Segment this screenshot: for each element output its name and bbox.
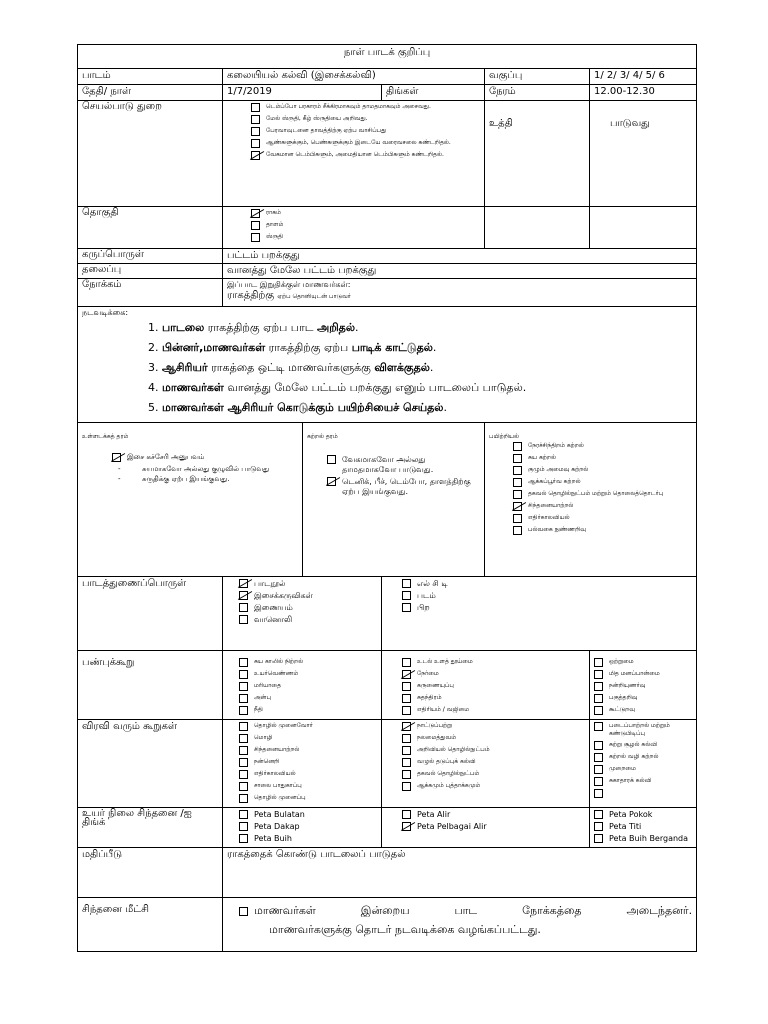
- content-checkbox[interactable]: [112, 453, 121, 462]
- checkbox[interactable]: [594, 789, 603, 798]
- checkbox[interactable]: [239, 770, 248, 779]
- checkbox[interactable]: [402, 603, 411, 612]
- step-text-bold: மாணவர்கள் ஆசிரியர் கொடுக்கும் பயிற்சியைச் செய்தல்: [162, 401, 444, 414]
- checklist-item: [239, 603, 377, 613]
- crosscurr-col2: [402, 722, 585, 791]
- checklist-item: [251, 209, 480, 218]
- checklist-item: [239, 615, 377, 625]
- checked-checkbox[interactable]: [239, 591, 248, 600]
- checklist-item-label: தகவல் தொழில்நுட்பம் மற்றும் தொலைத்தொடர்பு: [528, 490, 664, 497]
- checklist-item: [402, 758, 585, 767]
- content-standard-cell: [78, 423, 303, 577]
- checklist-item-label: மொழி: [254, 734, 273, 741]
- checkbox[interactable]: [402, 694, 411, 703]
- checklist-item: [402, 579, 692, 589]
- checkbox[interactable]: [239, 810, 248, 819]
- checklist-item: [402, 722, 585, 731]
- activity-list: [251, 103, 480, 160]
- reflection-label: சிந்தனை மீட்சி: [78, 898, 223, 952]
- checklist-item-label: சுதந்திரம்: [417, 694, 442, 701]
- checklist-item-label: உடல் உளத் தூய்மை: [417, 658, 473, 665]
- step-text-bold2: விளக்குதல்: [374, 361, 430, 374]
- lesson-plan-table: [77, 44, 697, 952]
- step-item: [162, 341, 692, 356]
- checkbox[interactable]: [513, 454, 522, 463]
- checkbox[interactable]: [239, 746, 248, 755]
- materials-col2: [402, 579, 692, 613]
- date-label: தேதி/ நாள்: [78, 85, 223, 101]
- checkbox[interactable]: [251, 115, 260, 124]
- checklist-item: [594, 822, 692, 832]
- reflection-line1: மாணவர்கள் இன்றைய பாட நோக்கத்தை அடைந்தனர்.: [254, 904, 693, 917]
- checklist-item-label: மித மனப்பான்மை: [609, 670, 660, 677]
- checklist-item: [251, 233, 480, 242]
- lesson-plan-sheet: [77, 44, 696, 952]
- checklist-item: [594, 670, 692, 679]
- checked-checkbox[interactable]: [327, 477, 336, 486]
- materials-col1: [239, 579, 377, 625]
- step-item: [162, 321, 692, 336]
- checklist-item: [594, 722, 692, 738]
- checklist-item: [594, 741, 692, 750]
- checkbox[interactable]: [239, 658, 248, 667]
- checklist-item-label: எதிரியம் / வஜிமை: [417, 706, 470, 713]
- step-text-rest: வானத்து மேலே பட்டம் பறக்குது எனும் பாடலைப் பாடுதல்.: [223, 381, 527, 394]
- step-text-bold: பாடலை: [162, 321, 205, 334]
- checkbox[interactable]: [402, 810, 411, 819]
- checkbox[interactable]: [402, 758, 411, 767]
- checklist-item-label: பிற: [417, 603, 430, 612]
- step-text-end: .: [443, 401, 447, 414]
- crosscurr-col3: [594, 722, 692, 798]
- checklist-item-label: ஆக்கமும் புத்தாக்கமும்: [417, 782, 481, 789]
- checklist-item: [513, 514, 692, 523]
- checkbox[interactable]: [402, 782, 411, 791]
- checklist-item: [239, 758, 377, 767]
- checked-checkbox[interactable]: [402, 722, 411, 731]
- checklist-item-label: சாலை பாதுகாப்பு: [254, 782, 302, 789]
- checklist-item-label: சுய காலில் நிற்றல்: [254, 658, 304, 665]
- checklist-item: [513, 490, 692, 499]
- step-text-rest: ராகத்தை ஒட்டி மாணவர்களுக்கு: [207, 361, 375, 374]
- checklist-item-label: மேல் ஸ்ருதி, கீழ் ஸ்ருதியை அறிவது.: [266, 115, 368, 122]
- checklist-item: [239, 670, 377, 679]
- checklist-item: [239, 782, 377, 791]
- checkbox[interactable]: [594, 822, 603, 831]
- assessment-value: ராகத்தைக் கொண்டு பாடலைப் பாடுதல்: [223, 848, 697, 898]
- checklist-item: [251, 221, 480, 230]
- checklist-item: [402, 670, 585, 679]
- checklist-item-label: எதிர்காலவியல்: [254, 770, 296, 777]
- checkbox[interactable]: [251, 103, 260, 112]
- checkbox[interactable]: [594, 765, 603, 774]
- practice-label: பயிற்றியல்: [489, 433, 519, 440]
- checked-checkbox[interactable]: [402, 822, 411, 831]
- checkbox[interactable]: [402, 746, 411, 755]
- reflection-cell: [223, 898, 697, 952]
- theme-value: பட்டம் பறக்குது: [223, 249, 697, 264]
- checklist-item-label: பகுத்தறிவு: [609, 694, 638, 701]
- subject-value: கலையியல் கல்வி (இசைக்கல்வி): [223, 69, 485, 85]
- learning-standard-cell: [303, 423, 485, 577]
- step-text-bold: பின்னர்,மாணவர்கள்: [162, 341, 266, 354]
- checklist-item: [402, 746, 585, 755]
- checklist-item-label: ஸ்ருதி: [266, 233, 283, 240]
- checklist-item-label: வேகமான டெம்பிகளும், அமைதியான டெம்பிகளும் கண்டறிதல்.: [266, 151, 444, 158]
- step-item: [162, 361, 692, 376]
- checklist-item: [513, 442, 692, 451]
- checkbox[interactable]: [594, 694, 603, 703]
- checkbox[interactable]: [402, 682, 411, 691]
- checkbox[interactable]: [402, 658, 411, 667]
- checklist-item: [239, 682, 377, 691]
- checklist-item-label: வேகமாகவோ அல்லது தாமதமாகவோ பாடுவது.: [342, 455, 434, 474]
- step-text-rest: ராகத்திற்கு ஏற்ப பாட: [204, 321, 317, 334]
- class-label: வகுப்பு: [485, 69, 590, 85]
- values-col2: [402, 658, 585, 715]
- checkbox[interactable]: [594, 741, 603, 750]
- hots-col1: [239, 810, 377, 844]
- checklist-item: [239, 706, 377, 715]
- checklist-item-label: Peta Dakap: [254, 822, 300, 831]
- checklist-item-label: நன்னெறி: [254, 758, 280, 765]
- checklist-item-label: சுற்று சூழல் கல்வி: [609, 741, 658, 748]
- step-text-bold: ஆசிரியர்: [162, 361, 208, 374]
- checklist-item-label: Peta Buih Berganda: [609, 834, 689, 843]
- strategy-label: உத்தி: [485, 101, 590, 207]
- checklist-item-label: நேர்மை: [417, 670, 439, 677]
- checkbox[interactable]: [594, 682, 603, 691]
- checklist-item-label: பல்வகை நுண்ணறிவு: [528, 526, 586, 533]
- reflection-line2: மாணவர்களுக்கு தொடர் நடவடிக்கை வழங்கப்பட்டது.: [269, 923, 541, 936]
- objective-line2-small: ஏற்ப தொனியுடன் பாடுவர்: [277, 293, 351, 300]
- checklist-item-label: Peta Bulatan: [254, 810, 305, 819]
- strategy-value: பாடுவது: [590, 101, 697, 207]
- checkbox[interactable]: [594, 810, 603, 819]
- step-item: [162, 381, 692, 396]
- checklist-item-label: பேரவாவுடனை தாவத்திற்கு ஏற்ப வாசிப்பது: [266, 127, 387, 134]
- checkbox[interactable]: [239, 794, 248, 803]
- checkbox[interactable]: [594, 834, 603, 843]
- checkbox[interactable]: [594, 670, 603, 679]
- checklist-item: [513, 454, 692, 463]
- values-label: பண்புக்கூறு: [78, 651, 223, 720]
- checklist-item: [239, 822, 377, 832]
- checklist-item: [402, 658, 585, 667]
- checkbox[interactable]: [594, 658, 603, 667]
- checklist-item-label: இசைக்கருவிகள்: [254, 591, 313, 600]
- step-text-end: .: [429, 361, 434, 374]
- checklist-item: [239, 734, 377, 743]
- checklist-item-label: நலமைத்துவம்: [417, 734, 457, 741]
- class-value: 1/ 2/ 3/ 4/ 5/ 6: [590, 69, 697, 85]
- checklist-item: [327, 455, 480, 475]
- checked-checkbox[interactable]: [402, 670, 411, 679]
- checkbox[interactable]: [239, 670, 248, 679]
- checkbox[interactable]: [239, 722, 248, 731]
- checklist-item-label: தொழில் முனைப்பு: [254, 794, 306, 801]
- checklist-item-label: சிந்தனையாற்றல்: [254, 746, 300, 753]
- checklist-item-label: வழுல் தடுப்புக் கல்வி: [417, 758, 476, 765]
- checklist-item: [594, 706, 692, 715]
- checklist-item: [594, 810, 692, 820]
- checkbox[interactable]: [594, 722, 603, 731]
- activity-label: செயல்பாடு துறை: [78, 101, 223, 207]
- content-subs: [142, 464, 298, 484]
- objective-line2-big: ராகத்திற்கு: [227, 290, 275, 301]
- checked-checkbox[interactable]: [251, 209, 260, 218]
- checklist-item-label: தொழில் முனைவோர்: [254, 722, 313, 729]
- checkbox[interactable]: [239, 822, 248, 831]
- objective-cell: [223, 279, 697, 307]
- checklist-item: [239, 579, 377, 589]
- step-text-end: .: [354, 321, 359, 334]
- checklist-item-label: வானொலி: [254, 615, 293, 624]
- checklist-item-label: மரியாதை: [254, 682, 282, 689]
- checklist-item-label: நேரச்சிந்திறம் கற்றல்: [528, 442, 584, 449]
- checklist-item: [402, 810, 585, 820]
- checkbox[interactable]: [239, 615, 248, 624]
- checklist-item: [327, 477, 480, 497]
- content-standard-label: உள்ளடக்கத் தரம்: [82, 433, 129, 440]
- checklist-item-label: தாளம்: [266, 221, 284, 228]
- content-sub-item: - சுருதிக்கு ஏற்ப இயங்குவது.: [142, 474, 298, 484]
- checkbox[interactable]: [239, 782, 248, 791]
- checkbox[interactable]: [239, 682, 248, 691]
- reflection-checkbox[interactable]: [239, 907, 248, 916]
- time-value: 12.00-12.30: [590, 85, 697, 101]
- checkbox[interactable]: [402, 706, 411, 715]
- step-text-rest: ராகத்திற்கு ஏற்ப: [265, 341, 352, 354]
- checklist-item: [513, 466, 692, 475]
- checklist-item: [239, 658, 377, 667]
- checkbox[interactable]: [513, 478, 522, 487]
- checklist-item: [251, 151, 480, 160]
- checklist-item-label: ஆண்களுக்கும், பெண்களுக்கும் இடையே வரைவசலை கண்டறிதல்.: [266, 139, 451, 146]
- checklist-item: [239, 810, 377, 820]
- hots-col3: [594, 810, 692, 844]
- checklist-item-label: Peta Pokok: [609, 810, 653, 819]
- topic-label: தொகுதி: [78, 207, 223, 249]
- materials-label: பாடத்துணைப்பொருள்: [78, 577, 223, 651]
- steps-cell: [78, 307, 697, 423]
- learning-standard-label: கற்றல் தரம்: [307, 433, 338, 440]
- checked-checkbox[interactable]: [251, 151, 260, 160]
- checklist-item: [251, 127, 480, 136]
- checkbox[interactable]: [594, 777, 603, 786]
- checklist-item: [594, 765, 692, 774]
- checkbox[interactable]: [513, 442, 522, 451]
- checklist-item-label: Peta Alir: [417, 810, 451, 819]
- checklist-item: [513, 478, 692, 487]
- checkbox[interactable]: [251, 139, 260, 148]
- checklist-item-label: Peta Pelbagai Alir: [417, 822, 487, 831]
- checklist-item-label: ராகம்: [266, 209, 281, 216]
- checklist-item-label: டெம்ப்போ பரகாரம் சீக்கிரமாகவும் தாமதமாகவும் அசைவது.: [266, 103, 431, 110]
- checklist-item-label: கற்றல் வழி கற்றல்: [609, 753, 659, 760]
- heading-label: தலைப்பு: [78, 264, 223, 279]
- checklist-item-label: சிந்தனையாற்றல்: [528, 502, 574, 509]
- checklist-item: [594, 834, 692, 844]
- checkbox[interactable]: [513, 514, 522, 523]
- step-text-end: .: [432, 341, 437, 354]
- checkbox[interactable]: [239, 603, 248, 612]
- checkbox[interactable]: [513, 466, 522, 475]
- checklist-item: [251, 103, 480, 112]
- steps-label: நடவடிக்கை:: [82, 308, 129, 317]
- checklist-item-label: எதிர்காலவியல்: [528, 514, 570, 521]
- step-text-bold2: பாடிக் காட்டுதல்: [351, 341, 433, 354]
- steps-list: [82, 321, 692, 416]
- checklist-item-label: ஆக்கப்பூர்வ கற்றல்: [528, 478, 581, 485]
- checklist-item: [594, 753, 692, 762]
- checkbox[interactable]: [594, 706, 603, 715]
- page-title: நாள் பாடக் குறிப்பு: [78, 45, 697, 69]
- checklist-item: [251, 139, 480, 148]
- checklist-item: [594, 777, 692, 786]
- theme-label: கருப்பொருள்: [78, 249, 223, 264]
- checklist-item-label: Peta Titi: [609, 822, 642, 831]
- checkbox[interactable]: [239, 734, 248, 743]
- checklist-item-label: Peta Buih: [254, 834, 292, 843]
- objective-label: நோக்கம்: [78, 279, 223, 307]
- step-item: [162, 401, 692, 416]
- checklist-item-label: உயர்வெண்ணம்: [254, 670, 299, 677]
- checklist-item: [402, 782, 585, 791]
- checklist-item-label: நன்றியுணர்வு: [609, 682, 646, 689]
- checklist-item: [402, 682, 585, 691]
- crosscurr-label: விரவி வரும் கூறுகள்: [78, 720, 223, 808]
- day-value: திங்கள்: [382, 85, 485, 101]
- checklist-item: [239, 694, 377, 703]
- checklist-item-label: குழும் அமைவு கற்றல்: [528, 466, 589, 473]
- subject-label: பாடம்: [78, 69, 223, 85]
- checklist-item: [402, 770, 585, 779]
- checkbox[interactable]: [402, 591, 411, 600]
- checklist-item-label: இணையம்: [254, 603, 293, 612]
- content-sub-item: - சுயமாகவோ அல்லது குழுவில் பாடுவது: [142, 464, 298, 474]
- content-item: இசை கச்சேரி அனுபவம்: [127, 453, 205, 461]
- checkbox[interactable]: [402, 770, 411, 779]
- step-text-bold2: அறிதல்: [316, 321, 355, 334]
- checklist-item: [239, 794, 377, 803]
- checkbox[interactable]: [239, 706, 248, 715]
- checklist-item: [594, 682, 692, 691]
- checklist-item: [594, 658, 692, 667]
- values-col1: [239, 658, 377, 715]
- checklist-item-label: கருணையுப்பு: [417, 682, 454, 689]
- checked-checkbox[interactable]: [239, 579, 248, 588]
- checkbox[interactable]: [513, 526, 522, 535]
- checklist-item: [239, 722, 377, 731]
- checklist-item-label: முறைமை: [609, 765, 636, 772]
- hots-col2: [402, 810, 585, 832]
- checkbox[interactable]: [402, 579, 411, 588]
- checkbox[interactable]: [327, 455, 336, 464]
- checklist-item-label: ஒற்றுமை: [609, 658, 634, 665]
- checklist-item: [402, 603, 692, 613]
- checkbox[interactable]: [402, 734, 411, 743]
- checklist-item-label: அறிவியல் தொழில்நுட்பம்: [417, 746, 490, 753]
- checklist-item-label: கூட்டுறவு: [609, 706, 635, 713]
- practice-list: [489, 442, 692, 535]
- checklist-item: [513, 526, 692, 535]
- checklist-item: [513, 502, 692, 511]
- practice-cell: [485, 423, 697, 577]
- checklist-item: [239, 591, 377, 601]
- checkbox[interactable]: [251, 233, 260, 242]
- time-label: நேரம்: [485, 85, 590, 101]
- checklist-item-label: படைப்பாற்றல் மற்றும் கண்டுபிடிப்பு: [609, 722, 670, 737]
- checklist-item-label: டெனிக், பீச், டெம்போ, தாளத்திற்கு ஏற்ப இயங்குவது.: [342, 477, 471, 496]
- heading-value: வானத்து மேலே பட்டம் பறக்குது: [223, 264, 697, 279]
- checklist-item: [402, 822, 585, 832]
- checklist-item: [239, 746, 377, 755]
- checklist-item-label: சுய கற்றல்: [528, 454, 556, 461]
- learning-list: [307, 455, 480, 497]
- checklist-item: [402, 706, 585, 715]
- checklist-item-label: படம்: [417, 591, 436, 600]
- checklist-item-label: பாடநூல்: [254, 579, 286, 588]
- checkbox[interactable]: [239, 758, 248, 767]
- checklist-item: [239, 770, 377, 779]
- checklist-item: [402, 694, 585, 703]
- values-col3: [594, 658, 692, 715]
- checklist-item: [594, 694, 692, 703]
- checklist-item-label: எல் சி டி: [417, 579, 448, 588]
- checkbox[interactable]: [239, 834, 248, 843]
- crosscurr-col1: [239, 722, 377, 803]
- topic-list: [251, 209, 480, 242]
- checkbox[interactable]: [251, 127, 260, 136]
- checkbox[interactable]: [594, 753, 603, 762]
- checklist-item: [402, 734, 585, 743]
- hots-label: உயர் நிலை சிந்தனை /ஐ திங்க்: [78, 808, 223, 848]
- checklist-item: [402, 591, 692, 601]
- objective-line1: இப்பாட இறுதிக்குள் மாணவர்கள்:: [227, 280, 351, 289]
- checkbox[interactable]: [251, 221, 260, 230]
- checklist-item-label: அன்பு: [254, 694, 271, 701]
- checklist-item-label: நீதி: [254, 706, 263, 713]
- checklist-item: [239, 834, 377, 844]
- assessment-label: மதிப்பீடு: [78, 848, 223, 898]
- checkbox[interactable]: [513, 490, 522, 499]
- step-text-bold: மாணவர்கள்: [162, 381, 224, 394]
- checkbox[interactable]: [239, 694, 248, 703]
- checklist-item-label: சுகாதாரக் கல்வி: [609, 777, 652, 784]
- date-value: 1/7/2019: [223, 85, 382, 101]
- checklist-item: [251, 115, 480, 124]
- checklist-item-label: நாட்டுப்பற்று: [417, 722, 453, 729]
- checklist-item-label: தகவல் தொழில்நுட்பம்: [417, 770, 480, 777]
- checklist-item: [594, 789, 692, 798]
- checked-checkbox[interactable]: [513, 502, 522, 511]
